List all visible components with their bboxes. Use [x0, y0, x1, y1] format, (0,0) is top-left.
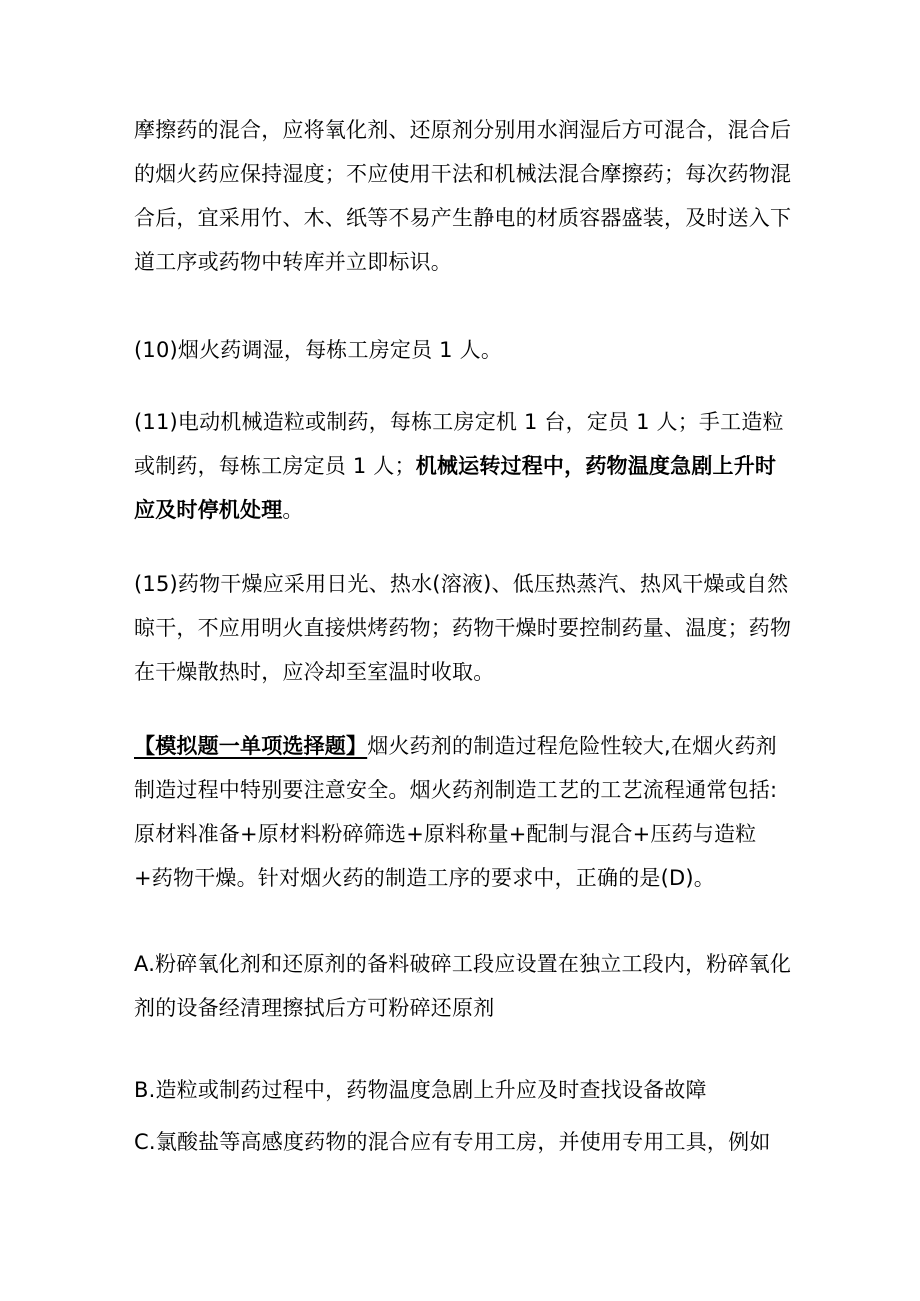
bold-emphasis-text: 机械运转过程中，药物温度急剧上升时应及时停机处理 — [134, 454, 777, 522]
option-c — [134, 1120, 794, 1164]
option-a — [134, 942, 794, 1030]
option-text: B.造粒或制药过程中，药物温度急剧上升应及时查找设备故障 — [134, 1078, 707, 1102]
question-text: 烟火药剂的制造过程危险性较大,在烟火药剂制造过程中特别要注意安全。烟火药剂制造工艺的工艺流程通常包括:原材料准备+原材料粉碎筛选+原料称量+配制与混合+压药与造粒+药物干燥。针对烟火药的制造工序的要求中，正确的是(D)。 — [134, 734, 778, 890]
paragraph-text: (15)药物干燥应采用日光、热水(溶液)、低压热蒸汽、热风干燥或自然晾干，不应用明火直接烘烤药物；药物干燥时要控制药量、温度；药物在干燥散热时，应冷却至室温时收取。 — [134, 572, 792, 684]
paragraph-item-10 — [134, 328, 794, 372]
paragraph-text: 摩擦药的混合，应将氧化剂、还原剂分别用水润湿后方可混合，混合后的烟火药应保持湿度；不应使用干法和机械法混合摩擦药；每次药物混合后，宜采用竹、木、纸等不易产生静电的材质容器盛装，及时送入下道工序或药物中转库并立即标识。 — [134, 118, 792, 274]
paragraph-text: (10)烟火药调湿，每栋工房定员 1 人。 — [134, 338, 503, 362]
option-b — [134, 1068, 794, 1112]
question-paragraph — [134, 724, 794, 900]
option-text: A.粉碎氧化剂和还原剂的备料破碎工段应设置在独立工段内，粉碎氧化剂的设备经清理擦拭后方可粉碎还原剂 — [134, 952, 792, 1020]
paragraph-item-11 — [134, 400, 794, 532]
paragraph-item-15 — [134, 562, 794, 694]
option-text: C.氯酸盐等高感度药物的混合应有专用工房，并使用专用工具，例如 — [134, 1130, 771, 1154]
paragraph-text-end: 。 — [282, 498, 304, 522]
question-label: 【模拟题一单项选择题】 — [134, 734, 368, 758]
paragraph-friction-mixing — [134, 108, 794, 284]
paragraph-text: (11)电动机械造粒或制药，每栋工房定机 1 台，定员 1 人；手工造粒或制药，每栋工房定员 1 人； — [134, 410, 784, 478]
